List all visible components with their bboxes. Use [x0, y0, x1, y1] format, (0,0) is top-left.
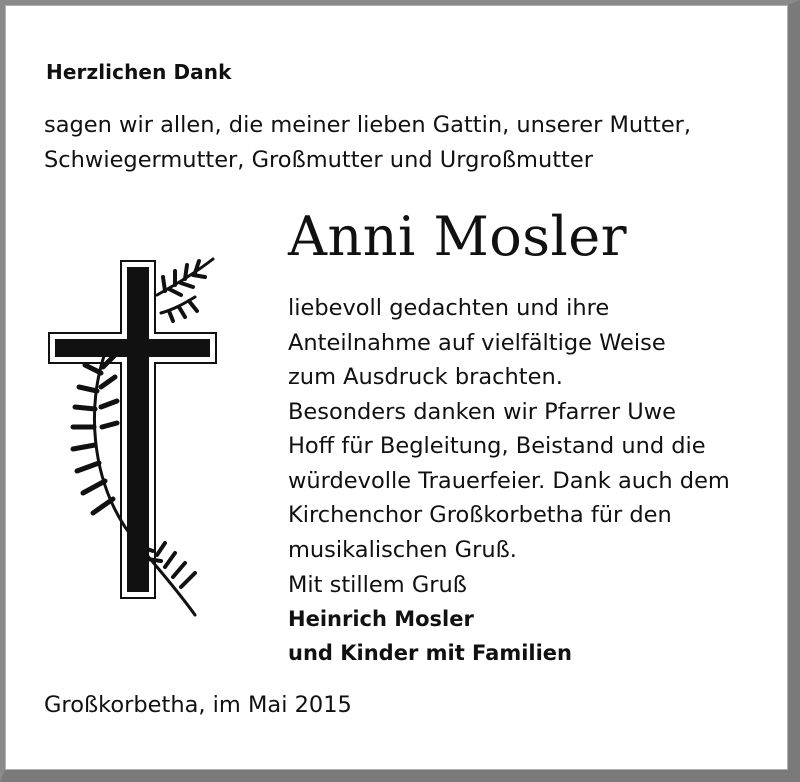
heading: Herzlichen Dank	[46, 60, 232, 84]
cross-with-palm	[45, 255, 245, 625]
body-line: Anteilnahme auf vielfältige Weise	[288, 329, 666, 356]
body-line: Kirchenchor Großkorbetha für den	[288, 502, 672, 528]
signer-name: Heinrich Mosler	[288, 607, 474, 631]
intro-text	[44, 108, 691, 178]
body-text	[288, 291, 730, 567]
place-date: Großkorbetha, im Mai 2015	[44, 692, 352, 718]
body-line: musikalischen Gruß.	[288, 536, 517, 563]
closing-greeting: Mit stillem Gruß	[288, 572, 467, 598]
body-line: zum Ausdruck brachten.	[288, 364, 563, 390]
intro-line: Schwiegermutter, Großmutter und Urgroßmutter	[44, 147, 593, 173]
intro-line: sagen wir allen, die meiner lieben Gattin, unserer Mutter,	[44, 112, 692, 138]
body-line: Hoff für Begleitung, Beistand und die	[288, 433, 706, 459]
body-line: Besonders danken wir Pfarrer Uwe	[288, 398, 676, 425]
body-line: liebevoll gedachten und ihre	[288, 295, 610, 321]
body-line: würdevolle Trauerfeier. Dank auch dem	[288, 467, 730, 494]
closing-block	[288, 568, 572, 670]
signer-family: und Kinder mit Familien	[288, 641, 572, 665]
deceased-name: Anni Mosler	[288, 205, 628, 268]
